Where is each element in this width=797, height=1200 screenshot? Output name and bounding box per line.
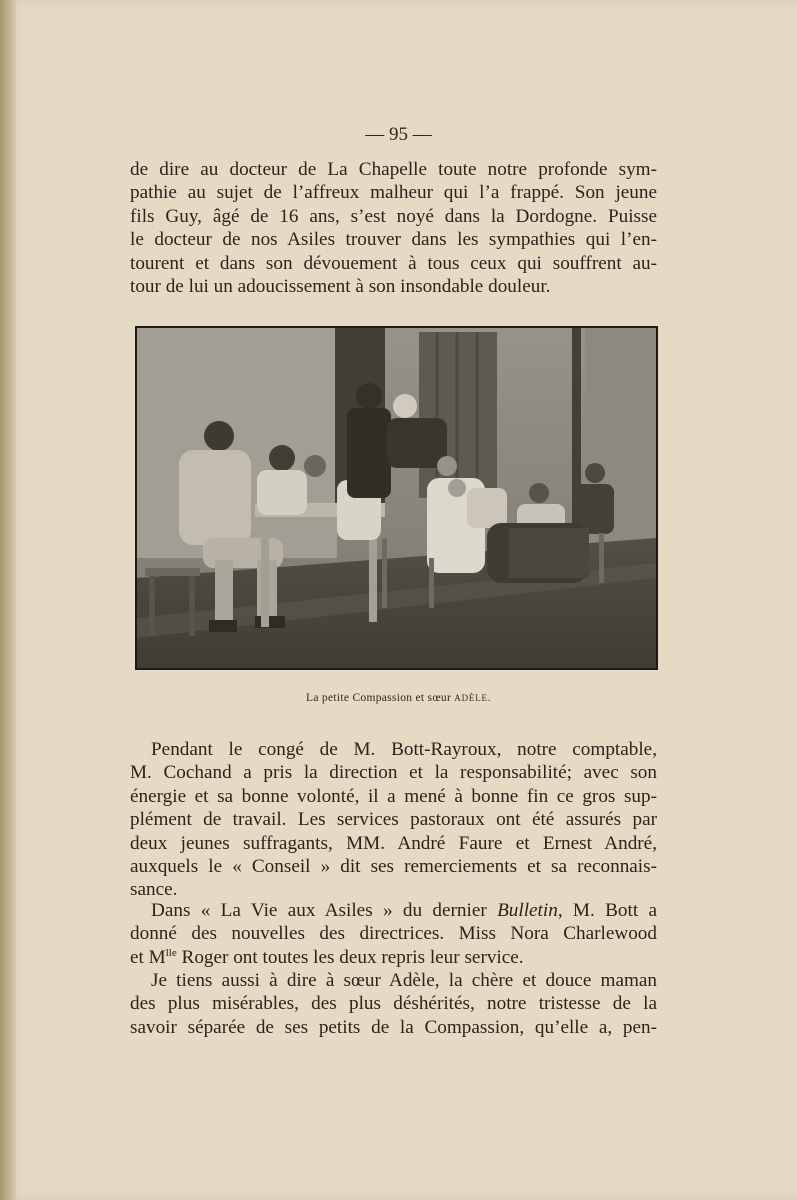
text-line: Je tiens aussi à dire à sœur Adèle, la chère et douce maman bbox=[151, 970, 657, 991]
paragraph-bulletin bbox=[130, 899, 657, 969]
text-line: le docteur de nos Asiles trouver dans les sympathies qui l’en- bbox=[130, 229, 657, 251]
page-number: — 95 — bbox=[365, 124, 432, 145]
paragraph-condolences bbox=[130, 158, 657, 298]
photograph-of-children-and-nurse bbox=[137, 328, 656, 668]
text-line: énergie et sa bonne volonté, il a mené à bonne fin ce gros sup- bbox=[130, 785, 657, 807]
text-line bbox=[130, 899, 657, 922]
text-line bbox=[130, 946, 657, 969]
photograph bbox=[135, 326, 658, 670]
text-line: des plus misérables, des plus déshérités, notre tristesse de la bbox=[130, 993, 657, 1015]
text-line: auxquels le « Conseil » dit ses remerciements et sa reconnais- bbox=[130, 856, 657, 878]
text-fragment: Dans « La Vie aux Asiles » du dernier bbox=[151, 900, 498, 921]
text-line: tour de lui un adoucissement à son insondable douleur. bbox=[130, 276, 551, 298]
bulletin-title: Bulletin bbox=[497, 900, 558, 921]
caption-end: . bbox=[487, 692, 491, 704]
text-line: Pendant le congé de M. Bott-Rayroux, notre comptable, bbox=[151, 739, 657, 760]
text-line: sance. bbox=[130, 879, 178, 901]
text-line: de dire au docteur de La Chapelle toute notre profonde sym- bbox=[130, 159, 657, 180]
text-fragment: Roger ont toutes les deux repris leur service. bbox=[176, 946, 524, 968]
superscript: lle bbox=[165, 946, 177, 959]
text-fragment: et M bbox=[130, 946, 166, 968]
caption-name: ADÈLE bbox=[454, 693, 488, 703]
text-line: donné des nouvelles des directrices. Miss Nora Charlewood bbox=[130, 923, 657, 945]
text-line: savoir séparée de ses petits de la Compassion, qu’elle a, pen- bbox=[130, 1016, 657, 1038]
text-line: fils Guy, âgé de 16 ans, s’est noyé dans la Dordogne. Puisse bbox=[130, 205, 657, 227]
page-gutter bbox=[0, 0, 16, 1200]
caption-text: La petite Compassion et sœur bbox=[306, 692, 455, 704]
text-line: M. Cochand a pris la direction et la responsabilité; avec son bbox=[130, 762, 657, 784]
text-line: tourent et dans son dévouement à tous ceux qui souffrent au- bbox=[130, 252, 657, 274]
text-line: deux jeunes suffragants, MM. André Faure et Ernest André, bbox=[130, 832, 657, 854]
photo-caption bbox=[0, 692, 797, 704]
paragraph-leave bbox=[130, 738, 657, 902]
text-fragment: , M. Bott a bbox=[557, 900, 657, 921]
text-line: plément de travail. Les services pastoraux ont été assurés par bbox=[130, 809, 657, 831]
text-line: pathie au sujet de l’affreux malheur qui l’a frappé. Son jeune bbox=[130, 182, 657, 204]
paragraph-soeur-adele bbox=[130, 969, 657, 1039]
